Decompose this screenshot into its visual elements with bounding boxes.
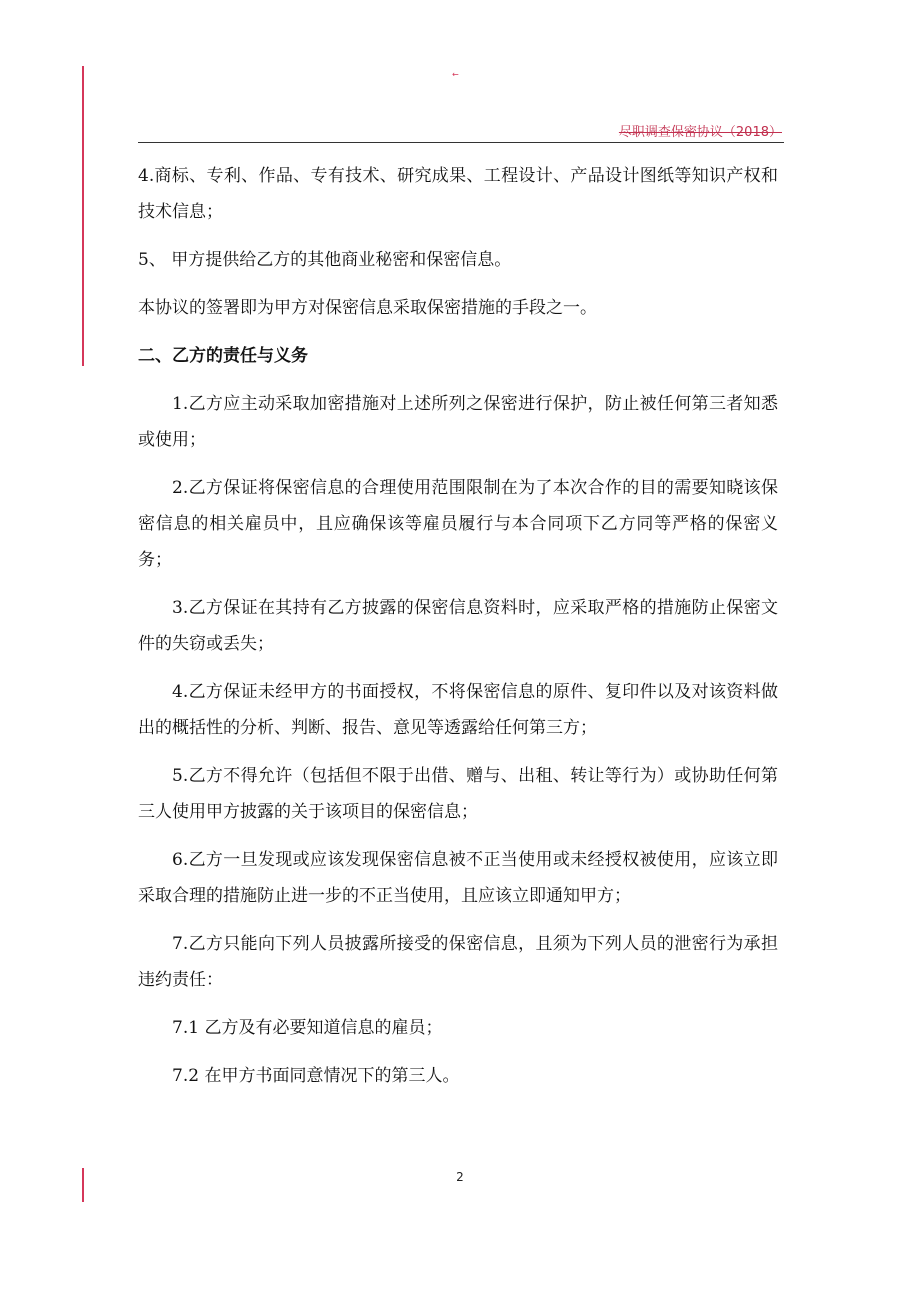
paragraph: 本协议的签署即为甲方对保密信息采取保密措施的手段之一。 bbox=[138, 298, 597, 318]
margin-bar-top bbox=[82, 66, 84, 366]
top-mark: ← bbox=[452, 70, 459, 79]
paragraph: 3.乙方保证在其持有乙方披露的保密信息资料时，应采取严格的措施防止保密文件的失窃或丢失； bbox=[138, 598, 778, 654]
page-number: 2 bbox=[456, 1170, 464, 1184]
header-rule bbox=[138, 142, 784, 143]
document-body bbox=[138, 158, 778, 1106]
header-title: 尽职调查保密协议（2018） bbox=[618, 125, 782, 140]
paragraph: 6.乙方一旦发现或应该发现保密信息被不正当使用或未经授权被使用，应该立即采取合理的措施防止进一步的不正当使用，且应该立即通知甲方； bbox=[138, 850, 778, 906]
paragraph: 5、 甲方提供给乙方的其他商业秘密和保密信息。 bbox=[138, 250, 512, 270]
paragraph: 4.商标、专利、作品、专有技术、研究成果、工程设计、产品设计图纸等知识产权和技术信息； bbox=[138, 166, 778, 222]
paragraph: 5.乙方不得允许（包括但不限于出借、赠与、出租、转让等行为）或协助任何第三人使用甲方披露的关于该项目的保密信息； bbox=[138, 766, 778, 822]
paragraph: 1.乙方应主动采取加密措施对上述所列之保密进行保护，防止被任何第三者知悉或使用； bbox=[138, 394, 778, 450]
paragraph: 7.2 在甲方书面同意情况下的第三人。 bbox=[172, 1066, 460, 1086]
paragraph: 2.乙方保证将保密信息的合理使用范围限制在为了本次合作的目的需要知晓该保密信息的相关雇员中，且应确保该等雇员履行与本合同项下乙方同等严格的保密义务； bbox=[138, 478, 778, 570]
paragraph: 7.乙方只能向下列人员披露所接受的保密信息，且须为下列人员的泄密行为承担违约责任： bbox=[138, 934, 778, 990]
paragraph: 4.乙方保证未经甲方的书面授权，不将保密信息的原件、复印件以及对该资料做出的概括性的分析、判断、报告、意见等透露给任何第三方； bbox=[138, 682, 778, 738]
section-heading: 二、乙方的责任与义务 bbox=[138, 346, 308, 366]
paragraph: 7.1 乙方及有必要知道信息的雇员； bbox=[172, 1018, 443, 1038]
